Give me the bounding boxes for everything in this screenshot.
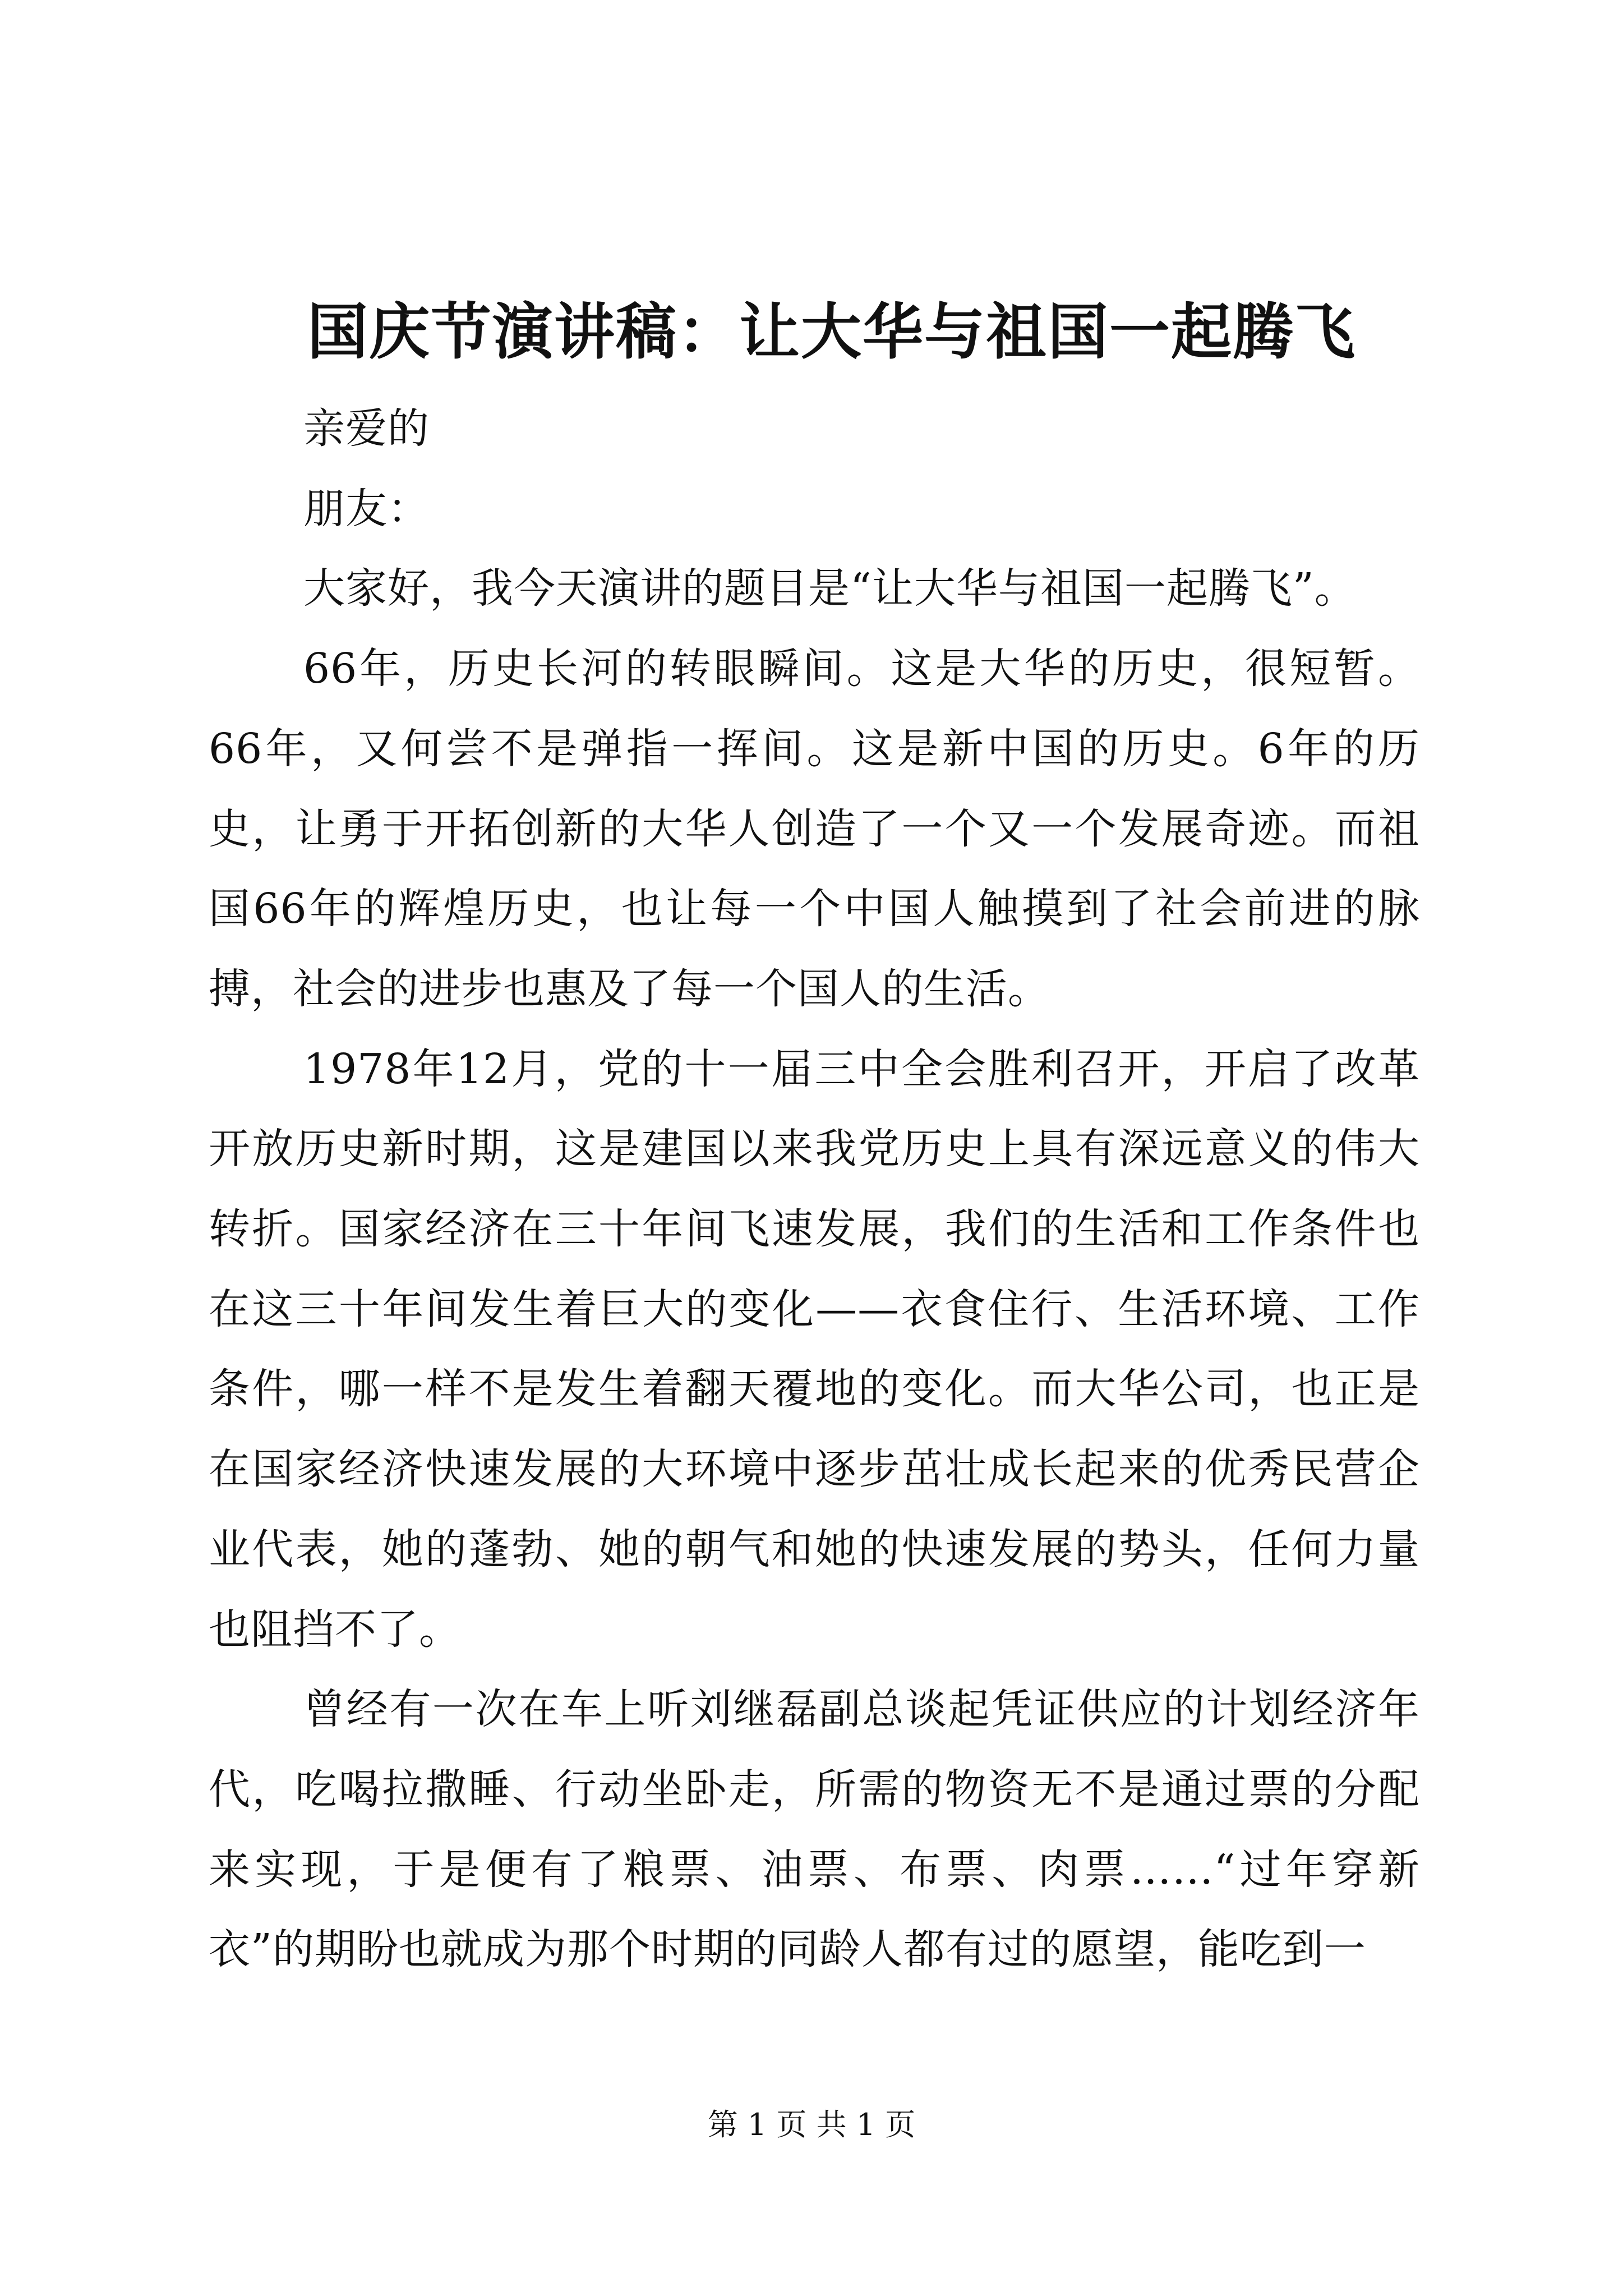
paragraph-memory: 曾经有一次在车上听刘继磊副总谈起凭证供应的计划经济年代，吃喝拉撒睡、行动坐卧走，所需的物资无不是通过票的分配来实现，于是便有了粮票、油票、布票、肉票……“过年穿新衣”的期盼也就成为那个时期的同龄人都有过的愿望，能吃到一 (209, 1685, 1420, 1974)
paragraph-greeting: 大家好，我今天演讲的题目是“让大华与祖国一起腾飞”。 (303, 564, 1357, 613)
document-title: 国庆节演讲稿：让大华与祖国一起腾飞 (307, 297, 1357, 367)
paragraph-reform: 1978年12月，党的十一届三中全会胜利召开，开启了改革开放历史新时期，这是建国以来我党历史上具有深远意义的伟大转折。国家经济在三十年间飞速发展，我们的生活和工作条件也在这三十年间发生着巨大的变化——衣食住行、生活环境、工作条件，哪一样不是发生着翻天覆地的变化。而大华公司，也正是在国家经济快速发展的大环境中逐步茁壮成长起来的优秀民营企业代表，她的蓬勃、她的朝气和她的快速发展的势头，任何力量也阻挡不了。 (209, 1045, 1420, 1654)
document-body (209, 389, 1420, 1990)
page-footer: 第 1 页 共 1 页 (707, 2107, 916, 2142)
paragraph-salutation-1: 亲爱的 (303, 404, 430, 453)
paragraph-history: 66年，历史长河的转眼瞬间。这是大华的历史，很短暂。66年，又何尝不是弹指一挥间。这是新中国的历史。6年的历史，让勇于开拓创新的大华人创造了一个又一个发展奇迹。而祖国66年的辉煌历史，也让每一个中国人触摸到了社会前进的脉搏，社会的进步也惠及了每一个国人的生活。 (209, 645, 1420, 1013)
paragraph-salutation-2: 朋友： (303, 484, 430, 533)
